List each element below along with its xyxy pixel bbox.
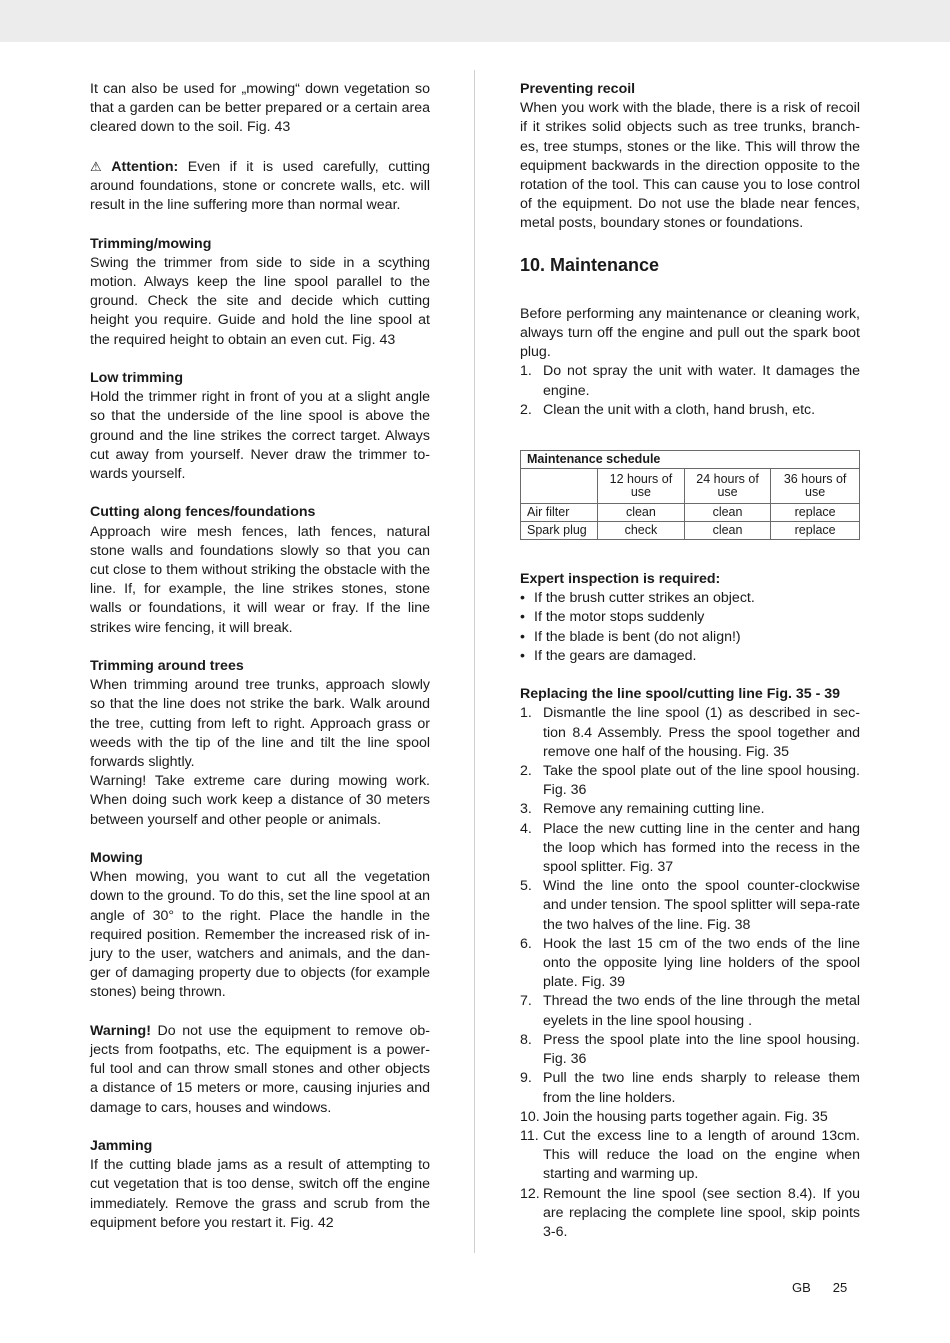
list-item — [520, 704, 860, 762]
schedule-header: 36 hours of use — [771, 469, 860, 504]
step-number: 6. — [520, 935, 532, 952]
attention-label: Attention: — [111, 158, 179, 175]
table-cell: replace — [771, 522, 860, 540]
step-number: 1. — [520, 705, 532, 722]
warning-text: Do not use the equipment to remove ob-jects from footpaths, etc. The equipment is a power-ful tool and can throw small stones and other objects a distance of 15 meters or more, causing injuries and damage to cars, houses and windows. — [90, 1022, 430, 1116]
maintenance-schedule-table — [520, 450, 860, 540]
list-item — [520, 608, 860, 627]
recoil-section — [520, 80, 860, 234]
trees-heading: Trimming around trees — [90, 658, 244, 675]
step-number: 7. — [520, 993, 532, 1010]
step-number: 5. — [520, 878, 532, 895]
table-cell: replace — [771, 504, 860, 522]
table-cell: clean — [598, 504, 685, 522]
step-number: 12. — [520, 1185, 540, 1202]
maintenance-title: 10. Maintenance — [520, 254, 660, 275]
inspection-list — [520, 589, 860, 666]
step-text: Take the spool plate out of the line spool housing. Fig. 36 — [543, 763, 860, 799]
schedule-title: Maintenance schedule — [521, 451, 860, 469]
trees-warning: Warning! Take extreme care during mowing work. When doing such work keep a distance of 30 meters between yourself and other people or animals. — [90, 773, 430, 828]
step-number: 2. — [520, 763, 532, 780]
warning-label: Warning! — [90, 1022, 151, 1039]
bullet: • — [520, 590, 525, 607]
top-band — [0, 0, 950, 42]
step-text: Wind the line onto the spool counter-clockwise and under tension. The spool splitter will sepa-rate the two halves of the line. Fig. 38 — [543, 878, 860, 933]
step-number: 11. — [520, 1127, 539, 1144]
step-text: Hook the last 15 cm of the two ends of the line onto the opposite lying line holders of the spool plate. Fig. 39 — [543, 935, 860, 991]
page-footer — [792, 1280, 847, 1295]
maintenance-intro: Before performing any maintenance or cleaning work, always turn off the engine and pull out the spark boot plug. — [520, 305, 860, 361]
schedule-header: 12 hours of use — [598, 469, 685, 504]
trimming-text: Swing the trimmer from side to side in a scything motion. Always keep the line spool parallel to the ground. Check the site and decide which cutting height you require. Guide and hold the line spool at the required height to obtain an even cut. Fig. 43 — [90, 254, 430, 348]
table-row — [521, 504, 860, 522]
step-text: Remove any remaining cutting line. — [543, 801, 765, 818]
table-row — [521, 522, 860, 540]
list-item — [520, 647, 860, 666]
right-column — [520, 80, 860, 1242]
attention-paragraph — [90, 157, 430, 216]
list-item — [520, 1108, 860, 1127]
fences-text: Approach wire mesh fences, lath fences, natural stone walls and foundations slowly so that you can cut close to them without striking the obstacle with the line. If, for example, the line strikes stones, stone walls or foundations, it will wear or fray. If the line strikes wire fencing, it will break. — [90, 523, 430, 636]
mowing-text: When mowing, you want to cut all the vegetation down to the ground. To do this, set the line spool at an angle of 30° to the right. Place the handle in the required position. Remember the increased risk of in-jury to the user, watchers and animals, and the dan-ger of damaging property due to objects (for example stones) being thrown. — [90, 869, 430, 1001]
mowing-section — [90, 849, 430, 1003]
trees-section — [90, 657, 430, 830]
jamming-section — [90, 1137, 430, 1233]
trees-text: When trimming around tree trunks, approach slowly so that the line does not strike the bark. Walk around the tree, cutting from left to right. Approach grass or weeds with the tip of the line and tilt the line spool forwards slightly. — [90, 677, 430, 771]
step-text: Thread the two ends of the line through the metal eyelets in the line spool housing . — [543, 993, 860, 1029]
item-text: If the brush cutter strikes an object. — [534, 590, 755, 607]
item-text: If the motor stops suddenly — [534, 609, 705, 626]
footer-language: GB — [792, 1280, 811, 1295]
bullet: • — [520, 609, 525, 626]
step-text: Do not spray the unit with water. It damages the engine. — [543, 363, 860, 399]
list-item — [520, 1031, 860, 1069]
step-number: 3. — [520, 801, 532, 818]
low-trimming-section — [90, 369, 430, 484]
row-label: Spark plug — [521, 522, 598, 540]
list-item — [520, 800, 860, 819]
schedule-empty-header — [521, 469, 598, 504]
step-text: Cut the excess line to a length of around 13cm. This will reduce the load on the engine when starting and warming up. — [543, 1127, 860, 1183]
mowing-heading: Mowing — [90, 850, 143, 867]
list-item — [520, 820, 860, 878]
list-item — [520, 877, 860, 935]
trimming-section — [90, 235, 430, 350]
low-trimming-text: Hold the trimmer right in front of you at a slight angle so that the underside of the line spool is above the ground and the line strikes the correct target. Always cut away from yourself. Never draw the trimmer to-wards yourself. — [90, 389, 430, 483]
step-text: Place the new cutting line in the center and hang the loop which has formed into the recess in the spool splitter. Fig. 37 — [543, 820, 860, 876]
step-text: Pull the two line ends sharply to release them from the line holders. — [543, 1070, 860, 1106]
inspection-section — [520, 570, 860, 666]
replacing-section — [520, 685, 860, 1242]
list-item — [520, 628, 860, 647]
step-text: Clean the unit with a cloth, hand brush, etc. — [543, 401, 816, 418]
page-number: 25 — [832, 1280, 848, 1295]
step-text: Remount the line spool (see section 8.4). If you are replacing the complete line spool, skip points 3-6. — [543, 1185, 860, 1240]
list-item — [520, 935, 860, 993]
list-item — [520, 362, 860, 400]
list-item — [520, 1127, 860, 1185]
step-number: 2. — [520, 401, 532, 418]
step-number: 1. — [520, 363, 532, 380]
maintenance-steps — [520, 362, 860, 420]
schedule-header: 24 hours of use — [684, 469, 770, 504]
step-number: 8. — [520, 1031, 532, 1048]
trimming-heading: Trimming/mowing — [90, 235, 212, 252]
jamming-heading: Jamming — [90, 1138, 153, 1155]
low-trimming-heading: Low trimming — [90, 370, 184, 386]
inspection-heading: Expert inspection is required: — [520, 571, 721, 588]
fences-section — [90, 503, 430, 637]
step-text: Join the housing parts together again. Fig. 35 — [543, 1108, 828, 1125]
left-column — [90, 80, 430, 1233]
warning-paragraph — [90, 1022, 430, 1118]
recoil-text: When you work with the blade, there is a risk of recoil if it strikes solid objects such as tree trunks, branch-es, tree stumps, stones or the like. This will throw the equipment backwards in the direction opposite to the rotation of the tool. This can cause you to lose control of the equipment. Do not use the blade near fences, metal posts, boundary stones or foundations. — [520, 100, 860, 232]
step-text: Press the spool plate into the line spool housing. Fig. 36 — [543, 1031, 860, 1068]
table-cell: check — [598, 522, 685, 540]
table-cell: clean — [684, 522, 770, 540]
replacing-heading: Replacing the line spool/cutting line Fig. 35 - 39 — [520, 686, 841, 703]
item-text: If the blade is bent (do not align!) — [534, 628, 741, 645]
bullet: • — [520, 628, 525, 645]
bullet: • — [520, 647, 525, 664]
list-item — [520, 1069, 860, 1107]
step-text: Dismantle the line spool (1) as described in sec-tion 8.4 Assembly. Press the spool together and remove one half of the housing. Fig. 35 — [543, 705, 860, 760]
replacing-steps — [520, 704, 860, 1242]
step-number: 10. — [520, 1108, 540, 1125]
warning-triangle-icon: ⚠ — [90, 158, 108, 174]
list-item — [520, 762, 860, 800]
list-item — [520, 1185, 860, 1243]
list-item — [520, 589, 860, 608]
column-divider — [474, 70, 475, 1253]
attention-text: Even if it is used carefully, cutting around foundations, stone or concrete walls, etc. will result in the line suffering more than normal wear. — [90, 158, 430, 214]
row-label: Air filter — [521, 504, 598, 522]
recoil-heading: Preventing recoil — [520, 81, 636, 97]
jamming-text: If the cutting blade jams as a result of attempting to cut vegetation that is too dense, switch off the engine immediately. Remove the grass and scrub from the equipment before you restart it. Fig. 42 — [90, 1157, 430, 1231]
list-item — [520, 992, 860, 1030]
item-text: If the gears are damaged. — [534, 647, 697, 664]
step-number: 4. — [520, 820, 532, 837]
step-number: 9. — [520, 1070, 532, 1087]
table-cell: clean — [684, 504, 770, 522]
list-item — [520, 401, 860, 420]
fences-heading: Cutting along fences/foundations — [90, 504, 316, 521]
intro-paragraph: It can also be used for „mowing“ down vegetation so that a garden can be better prepared or a certain area cleared down to the soil. Fig. 43 — [90, 81, 430, 136]
